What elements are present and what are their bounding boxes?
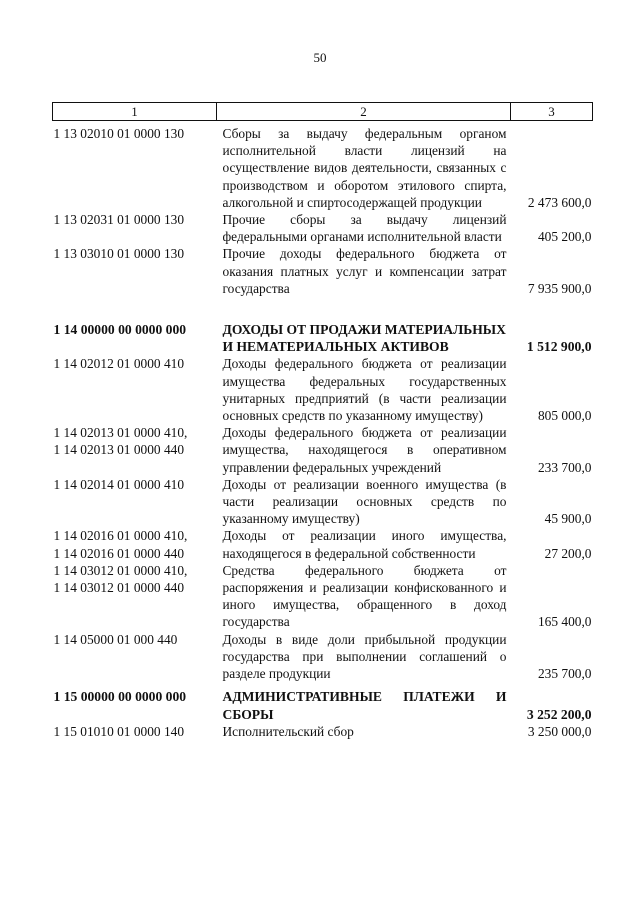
table-row — [53, 723, 593, 740]
table-row — [53, 527, 593, 561]
header-row — [53, 103, 593, 121]
row-description: Сборы за выдачу федеральным органом исполнительной власти лицензий на осуществление видов деятельности, связанных с производством и оборотом этилового спирта, алкогольной и спиртосодержащей продукции — [222, 126, 507, 210]
row-description: Средства федерального бюджета от распоряжения и реализации конфискованного и иного имущества, обращенного в доход государства — [222, 562, 507, 630]
row-code: 1 14 03012 01 0000 410, 1 14 03012 01 0000 440 — [53, 562, 188, 596]
row-amount: 233 700,0 — [537, 459, 592, 475]
row-amount: 805 000,0 — [537, 408, 592, 424]
page-number: 50 — [313, 50, 327, 65]
row-description: Доходы от реализации военного имущества (в части реализации основных средств по указанному имуществу) — [222, 476, 507, 527]
section-code: 1 15 00000 00 0000 000 — [53, 689, 187, 705]
row-code: 1 13 02031 01 0000 130 — [53, 212, 185, 228]
row-amount: 45 900,0 — [544, 511, 592, 527]
row-amount: 405 200,0 — [537, 229, 592, 245]
row-description: Доходы в виде доли прибыльной продукции государства при выполнении соглашений о разделе продукции — [222, 631, 507, 682]
section-code: 1 14 00000 00 0000 000 — [53, 322, 187, 338]
section-title: ДОХОДЫ ОТ ПРОДАЖИ МАТЕРИАЛЬНЫХ И НЕМАТЕРИАЛЬНЫХ АКТИВОВ — [222, 322, 506, 355]
row-amount: 3 250 000,0 — [527, 723, 592, 739]
row-description: Доходы от реализации иного имущества, находящегося в федеральной собственности — [222, 528, 507, 561]
row-description: Прочие сборы за выдачу лицензий федеральными органами исполнительной власти — [222, 212, 507, 245]
header-col-1: 1 — [53, 103, 217, 121]
section-row — [53, 682, 593, 722]
row-amount: 165 400,0 — [537, 614, 592, 630]
revenue-table — [52, 102, 593, 740]
section-title: АДМИНИСТРАТИВНЫЕ ПЛАТЕЖИ И СБОРЫ — [222, 689, 507, 722]
section-amount: 3 252 200,0 — [526, 706, 592, 722]
row-code: 1 14 02014 01 0000 410 — [53, 476, 185, 492]
row-code: 1 14 02013 01 0000 410, 1 14 02013 01 0000 440 — [53, 425, 188, 458]
row-description: Исполнительский сбор — [222, 723, 354, 739]
section-row — [53, 321, 593, 355]
row-code: 1 13 03010 01 0000 130 — [53, 246, 185, 262]
table-row — [53, 211, 593, 245]
row-amount: 235 700,0 — [537, 666, 592, 682]
row-description: Доходы федерального бюджета от реализации имущества федеральных государственных унитарных предприятий (в части реализации основных средств по указанному имуществу) — [222, 356, 507, 424]
row-code: 1 14 02016 01 0000 410, 1 14 02016 01 0000 440 — [53, 528, 188, 561]
table-row — [53, 245, 593, 297]
table-row — [53, 631, 593, 683]
section-amount: 1 512 900,0 — [526, 339, 592, 355]
row-spacer — [53, 297, 593, 321]
row-code: 1 15 01010 01 0000 140 — [53, 723, 185, 739]
row-description: Прочие доходы федерального бюджета от оказания платных услуг и компенсации затрат государства — [222, 246, 507, 296]
row-amount: 27 200,0 — [544, 545, 592, 561]
header-col-3: 3 — [511, 103, 593, 121]
table-row — [53, 424, 593, 476]
row-code: 1 13 02010 01 0000 130 — [53, 126, 185, 141]
header-col-2: 2 — [217, 103, 511, 121]
row-code: 1 14 02012 01 0000 410 — [53, 356, 185, 372]
table-row — [53, 562, 593, 631]
row-amount: 2 473 600,0 — [527, 194, 592, 210]
row-amount: 7 935 900,0 — [527, 280, 592, 296]
table-row — [53, 121, 593, 212]
table-row — [53, 355, 593, 424]
row-description: Доходы федерального бюджета от реализации имущества, находящегося в оперативном управлении федеральных учреждений — [222, 425, 507, 475]
table-row — [53, 476, 593, 528]
row-code: 1 14 05000 01 000 440 — [53, 631, 178, 647]
